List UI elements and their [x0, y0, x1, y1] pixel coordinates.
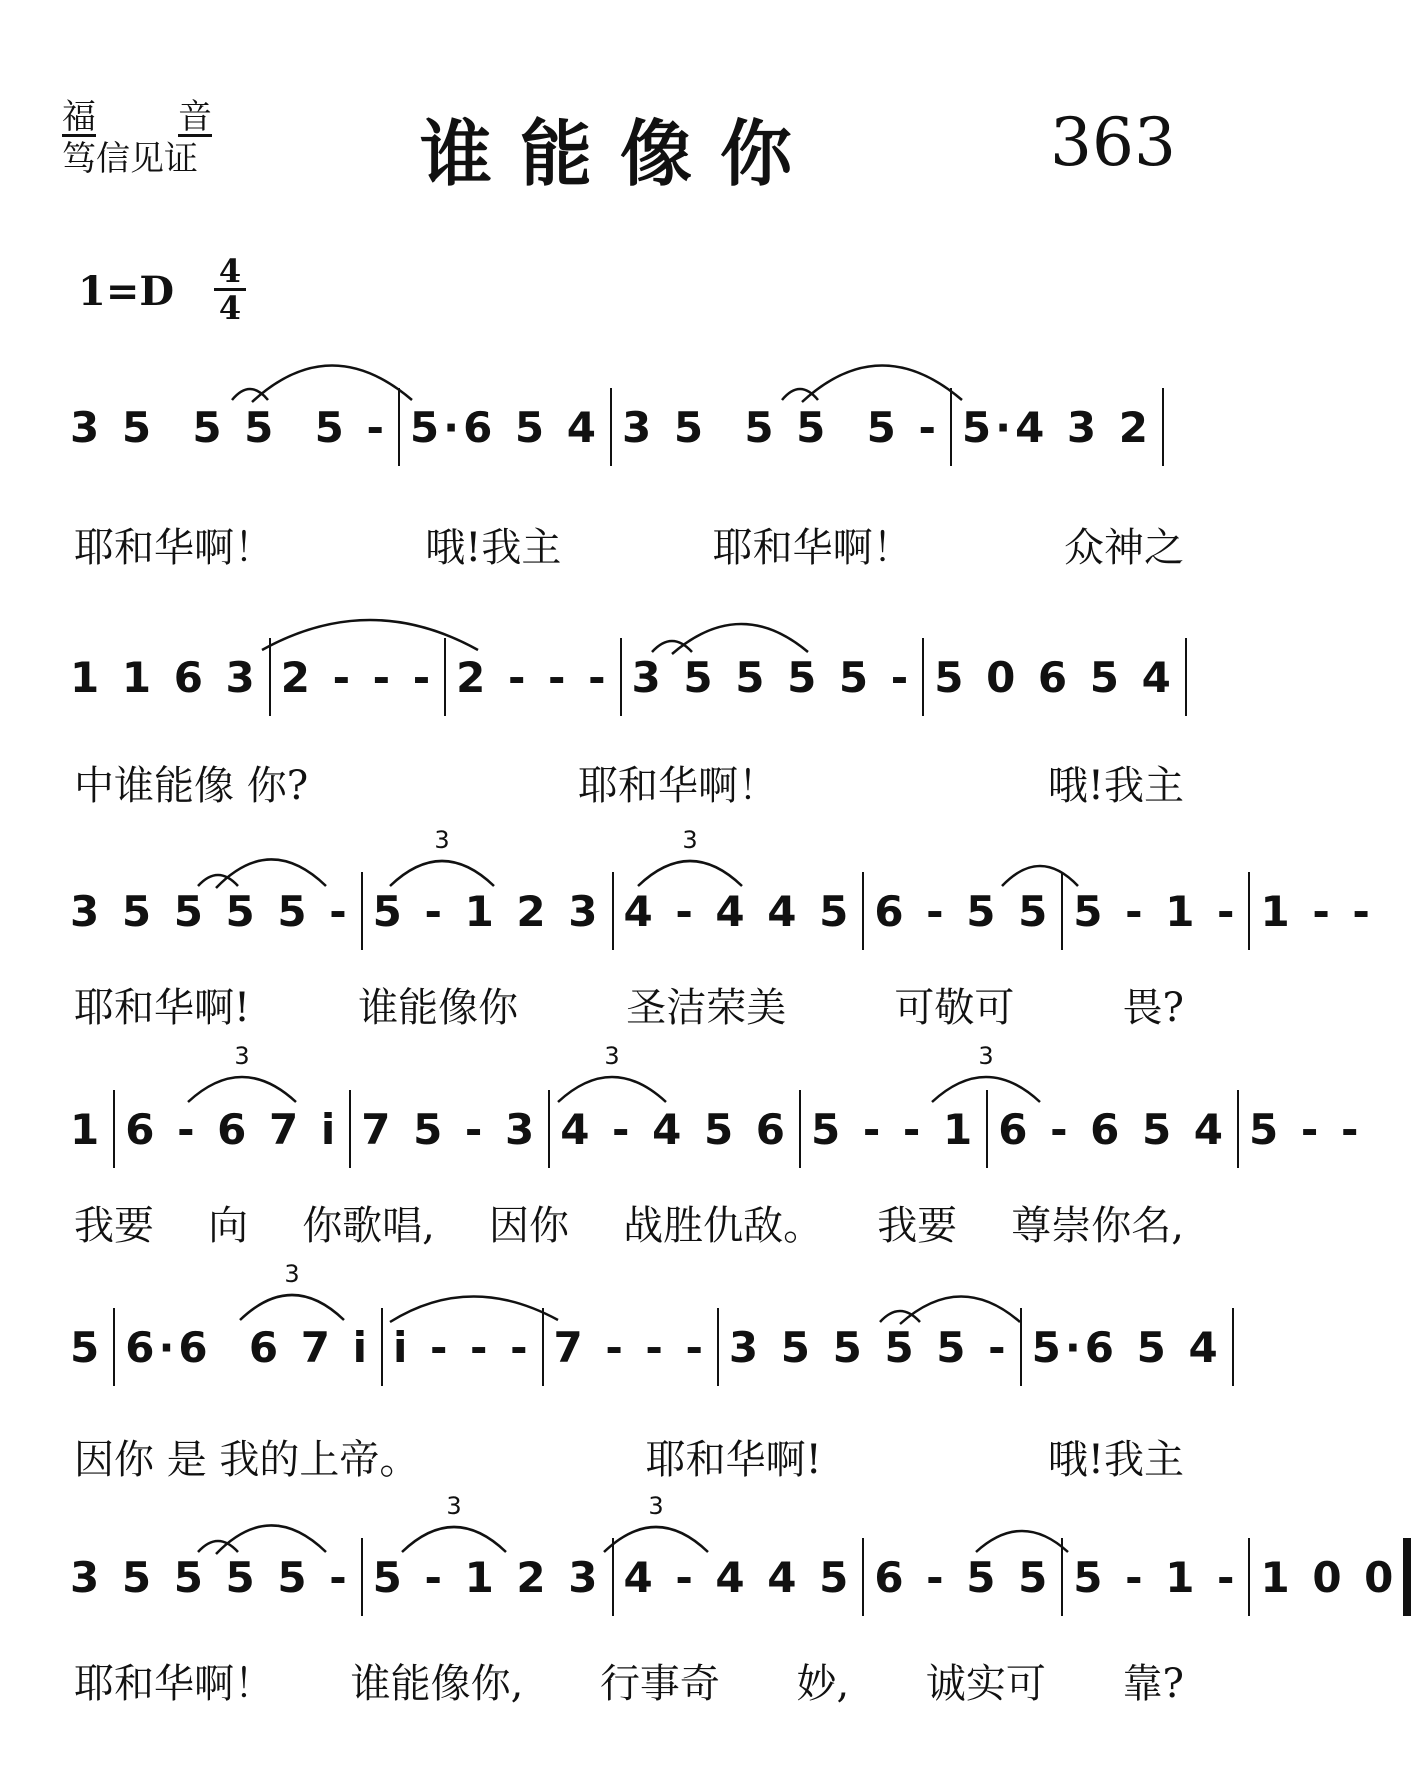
measure: 5 0 6 5 4 — [934, 652, 1175, 702]
measure: 4 - 4 4 5 — [623, 886, 853, 936]
barline — [610, 388, 612, 466]
staff-system-2 — [70, 636, 1180, 718]
measure: 2 - - - — [280, 652, 435, 702]
barline — [1248, 872, 1250, 950]
barline — [381, 1308, 383, 1386]
measure: 1 0 0 — [1260, 1552, 1398, 1602]
barline — [1162, 388, 1164, 466]
measure: 3 5 5 5 5 - — [70, 886, 351, 936]
measure: 6 - 5 5 — [874, 1552, 1052, 1602]
measure: 1 - - — [1260, 886, 1374, 936]
lyric: 你歌唱, — [302, 1203, 435, 1249]
lyric: 我要 — [877, 1203, 958, 1249]
measure: 6 - 6 5 4 — [998, 1104, 1228, 1154]
staff-system-5 — [70, 1306, 1222, 1388]
barline — [862, 1538, 864, 1616]
lyric: 耶和华啊！ — [74, 525, 274, 571]
lyric: 众神之 — [1063, 525, 1184, 571]
lyric: 耶和华啊！ — [712, 525, 913, 571]
barline — [444, 638, 446, 716]
barline — [1061, 872, 1063, 950]
barline — [1061, 1538, 1063, 1616]
lyric-line-5 — [74, 1428, 1184, 1485]
barline — [349, 1090, 351, 1168]
barline — [1232, 1308, 1234, 1386]
lyric: 战胜仇敌。 — [623, 1203, 824, 1249]
lyric: 我要 — [74, 1203, 154, 1249]
lyric: 因你 是 我的上帝。 — [74, 1437, 420, 1483]
key-signature: 1=D — [78, 268, 175, 315]
lyric: 行事奇 — [599, 1661, 720, 1707]
time-signature-top: 4 — [218, 252, 242, 290]
barline — [862, 872, 864, 950]
measure: i - - - — [392, 1322, 532, 1372]
triplet-3: 3 — [604, 1042, 620, 1070]
barline — [799, 1090, 801, 1168]
lyric: 诚实可 — [925, 1661, 1046, 1707]
barline — [113, 1090, 115, 1168]
barline — [612, 872, 614, 950]
barline — [717, 1308, 719, 1386]
measure: 2 - - - — [456, 652, 610, 702]
barline — [361, 1538, 363, 1616]
lyric-line-4 — [74, 1194, 1184, 1251]
barline — [986, 1090, 988, 1168]
category-line-1 — [62, 96, 222, 138]
barline — [548, 1090, 550, 1168]
measure: 5 - 1 2 3 — [372, 886, 602, 936]
lyric: 谁能像你, — [350, 1661, 524, 1707]
measure: 1 — [70, 1104, 104, 1154]
lyric: 畏? — [1122, 985, 1184, 1031]
barline — [612, 1538, 614, 1616]
barline — [1020, 1308, 1022, 1386]
measure: 5 - 1 2 3 — [372, 1552, 602, 1602]
triplet-3: 3 — [446, 1492, 462, 1520]
measure: 7 5 - 3 — [361, 1104, 539, 1154]
measure: 3 5 5 5 5 - — [622, 402, 940, 452]
measure: 3 5 5 5 5 - — [70, 1552, 351, 1602]
measure: 7 - - - — [553, 1322, 707, 1372]
lyric: 哦!我主 — [1047, 1437, 1184, 1483]
measure: 5 - - 1 — [811, 1104, 977, 1154]
lyric: 耶和华啊! — [645, 1437, 822, 1483]
triplet-3: 3 — [978, 1042, 994, 1070]
measure: 3 5 5 5 5 - — [631, 652, 913, 702]
lyric: 哦!我主 — [425, 525, 562, 571]
barline — [620, 638, 622, 716]
category-char-1: 福 — [62, 97, 96, 137]
staff-system-1 — [70, 386, 1180, 468]
measure: 5 - 1 - — [1073, 1552, 1239, 1602]
page-title: 谁能像你 — [420, 112, 821, 196]
measure: 5 — [70, 1322, 104, 1372]
triplet-3: 3 — [434, 826, 450, 854]
lyric: 中谁能像 你? — [74, 763, 309, 809]
barline — [950, 388, 952, 466]
lyric-line-3 — [74, 976, 1184, 1033]
lyric: 耶和华啊！ — [578, 763, 779, 809]
measure: 6 - 6 7 i — [125, 1104, 340, 1154]
category-line-2: 笃信见证 — [62, 139, 198, 179]
measure: 4 - 4 5 6 — [560, 1104, 790, 1154]
lyric: 尊崇你名, — [1011, 1203, 1184, 1249]
measure: 6·6 6 7 i — [125, 1322, 371, 1372]
measure: 3 5 5 5 5 - — [70, 402, 388, 452]
barline — [398, 388, 400, 466]
triplet-3: 3 — [284, 1260, 300, 1288]
triplet-3: 3 — [648, 1492, 664, 1520]
barline — [1237, 1090, 1239, 1168]
lyric: 妙, — [796, 1661, 850, 1707]
lyric: 因你 — [489, 1203, 569, 1249]
category-char-2: 音 — [178, 97, 212, 137]
barline — [542, 1308, 544, 1386]
measure: 4 - 4 4 5 — [623, 1552, 853, 1602]
final-barline — [1403, 1538, 1411, 1616]
hymn-number: 363 — [1050, 104, 1176, 181]
measure: 3 5 5 5 5 - — [728, 1322, 1010, 1372]
measure: 5·4 3 2 — [961, 402, 1152, 452]
staff-system-3 — [70, 870, 1374, 952]
staff-system-4 — [70, 1088, 1363, 1170]
lyric-line-6 — [74, 1652, 1184, 1709]
triplet-3: 3 — [234, 1042, 250, 1070]
time-signature — [212, 254, 248, 325]
measure: 5·6 5 4 — [1031, 1322, 1222, 1372]
lyric: 向 — [208, 1203, 249, 1249]
barline — [1248, 1538, 1250, 1616]
lyric: 耶和华啊! — [74, 985, 251, 1031]
barline — [1185, 638, 1187, 716]
time-signature-bottom: 4 — [218, 289, 242, 327]
measure: 1 1 6 3 — [70, 652, 259, 702]
barline — [361, 872, 363, 950]
hymnal-category — [62, 96, 222, 180]
lyric-line-2 — [74, 754, 1184, 811]
triplet-3: 3 — [682, 826, 698, 854]
staff-system-6 — [70, 1536, 1398, 1618]
measure: 5 - - — [1249, 1104, 1363, 1154]
lyric: 谁能像你 — [358, 985, 519, 1031]
lyric: 靠? — [1122, 1661, 1184, 1707]
measure: 6 - 5 5 — [874, 886, 1052, 936]
barline — [922, 638, 924, 716]
barline — [113, 1308, 115, 1386]
lyric: 耶和华啊！ — [74, 1661, 274, 1707]
barline — [269, 638, 271, 716]
lyric: 可敬可 — [894, 985, 1015, 1031]
lyric: 圣洁荣美 — [626, 985, 787, 1031]
measure: 5·6 5 4 — [409, 402, 600, 452]
lyric-line-1 — [74, 516, 1184, 573]
measure: 5 - 1 - — [1073, 886, 1239, 936]
lyric: 哦!我主 — [1047, 763, 1184, 809]
